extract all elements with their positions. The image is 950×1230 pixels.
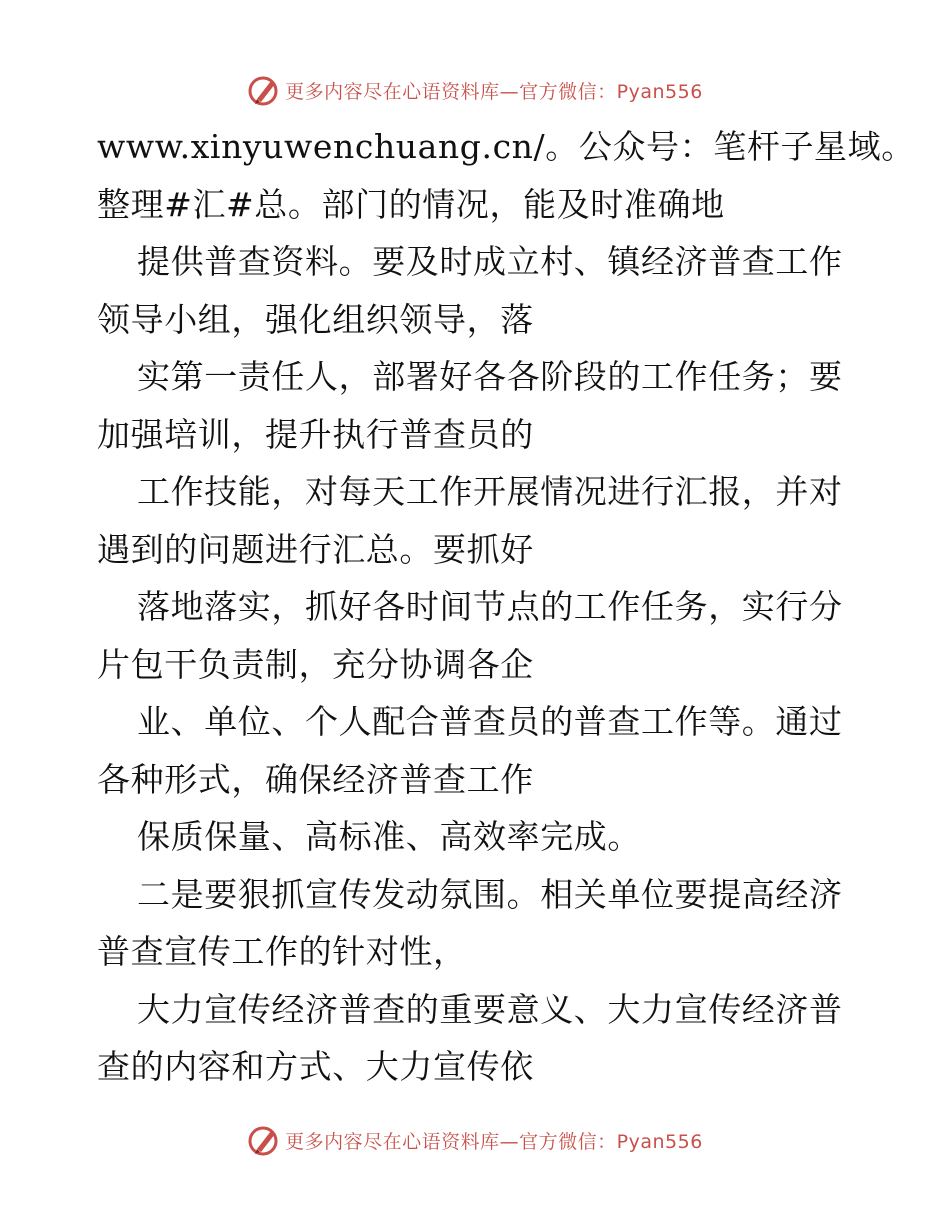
footer-banner-text: 更多内容尽在心语资料库—官方微信：Pyan556: [285, 1130, 703, 1153]
pen-logo-icon: [247, 73, 281, 107]
text-line: 片包干负责制，充分协调各企: [97, 644, 534, 684]
document-body: [97, 118, 915, 1096]
text-line: 各种形式，确保经济普查工作: [97, 759, 534, 799]
text-line: 大力宣传经济普查的重要意义、大力宣传经济普: [137, 989, 843, 1029]
text-line: www.xinyuwenchuang.cn/。公众号：笔杆子星域。: [97, 127, 915, 166]
footer-wechat-id: Pyan556: [616, 1130, 703, 1153]
text-line: 普查宣传工作的针对性，: [97, 932, 467, 971]
text-line: 业、单位、个人配合普查员的普查工作等。通过: [137, 702, 843, 741]
text-line: 保质保量、高标准、高效率完成。: [137, 817, 641, 856]
text-line: 提供普查资料。要及时成立村、镇经济普查工作: [137, 242, 843, 281]
text-line: 落地落实，抓好各时间节点的工作任务，实行分: [137, 587, 843, 626]
footer-banner: [0, 1120, 950, 1160]
text-line: 工作技能，对每天工作开展情况进行汇报，并对: [137, 472, 843, 511]
header-banner-text: 更多内容尽在心语资料库—官方微信：Pyan556: [285, 80, 703, 103]
text-line: 加强培训，提升执行普查员的: [97, 414, 534, 454]
text-line: 整理#汇#总。部门的情况，能及时准确地: [97, 184, 725, 224]
header-banner: [0, 70, 950, 110]
text-line: 二是要狠抓宣传发动氛围。相关单位要提高经济: [137, 874, 843, 914]
header-wechat-id: Pyan556: [616, 80, 703, 103]
text-line: 遇到的问题进行汇总。要抓好: [97, 529, 534, 569]
pen-logo-icon: [247, 1123, 281, 1157]
text-line: 领导小组，强化组织领导，落: [97, 299, 534, 339]
text-line: 查的内容和方式、大力宣传依: [97, 1047, 534, 1086]
text-line: 实第一责任人，部署好各各阶段的工作任务；要: [137, 357, 843, 396]
